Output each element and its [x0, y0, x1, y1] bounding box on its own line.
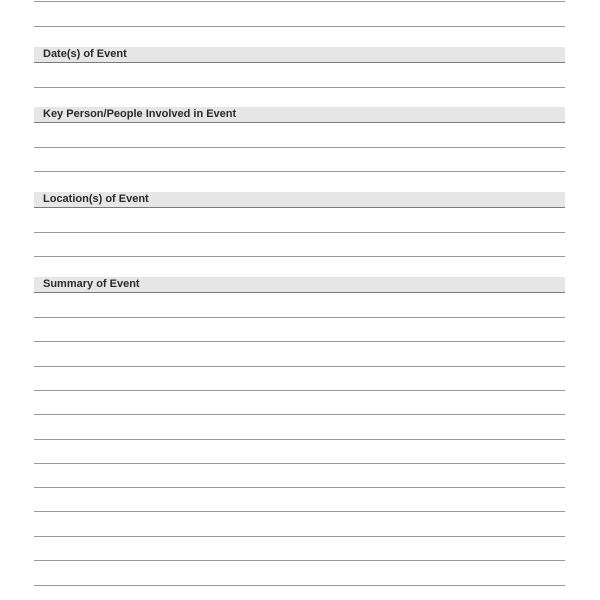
entry-line[interactable]	[34, 511, 565, 512]
entry-line[interactable]	[34, 390, 565, 391]
entry-line[interactable]	[34, 536, 565, 537]
entry-line[interactable]	[34, 366, 565, 367]
entry-line[interactable]	[34, 171, 565, 172]
entry-line[interactable]	[34, 317, 565, 318]
section-header-locations	[34, 192, 565, 208]
entry-line[interactable]	[34, 26, 565, 27]
entry-line[interactable]	[34, 341, 565, 342]
entry-line[interactable]	[34, 256, 565, 257]
section-label: Summary of Event	[43, 278, 140, 290]
entry-line[interactable]	[34, 87, 565, 88]
section-header-people	[34, 107, 565, 123]
section-header-summary	[34, 277, 565, 293]
entry-line[interactable]	[34, 487, 565, 488]
entry-line[interactable]	[34, 147, 565, 148]
section-label: Location(s) of Event	[43, 193, 149, 205]
entry-line[interactable]	[34, 1, 565, 2]
entry-line[interactable]	[34, 414, 565, 415]
entry-line[interactable]	[34, 232, 565, 233]
section-label: Key Person/People Involved in Event	[43, 108, 237, 120]
entry-line[interactable]	[34, 560, 565, 561]
section-header-dates	[34, 47, 565, 63]
entry-line[interactable]	[34, 585, 565, 586]
section-label: Date(s) of Event	[43, 48, 127, 60]
entry-line[interactable]	[34, 463, 565, 464]
entry-line[interactable]	[34, 439, 565, 440]
